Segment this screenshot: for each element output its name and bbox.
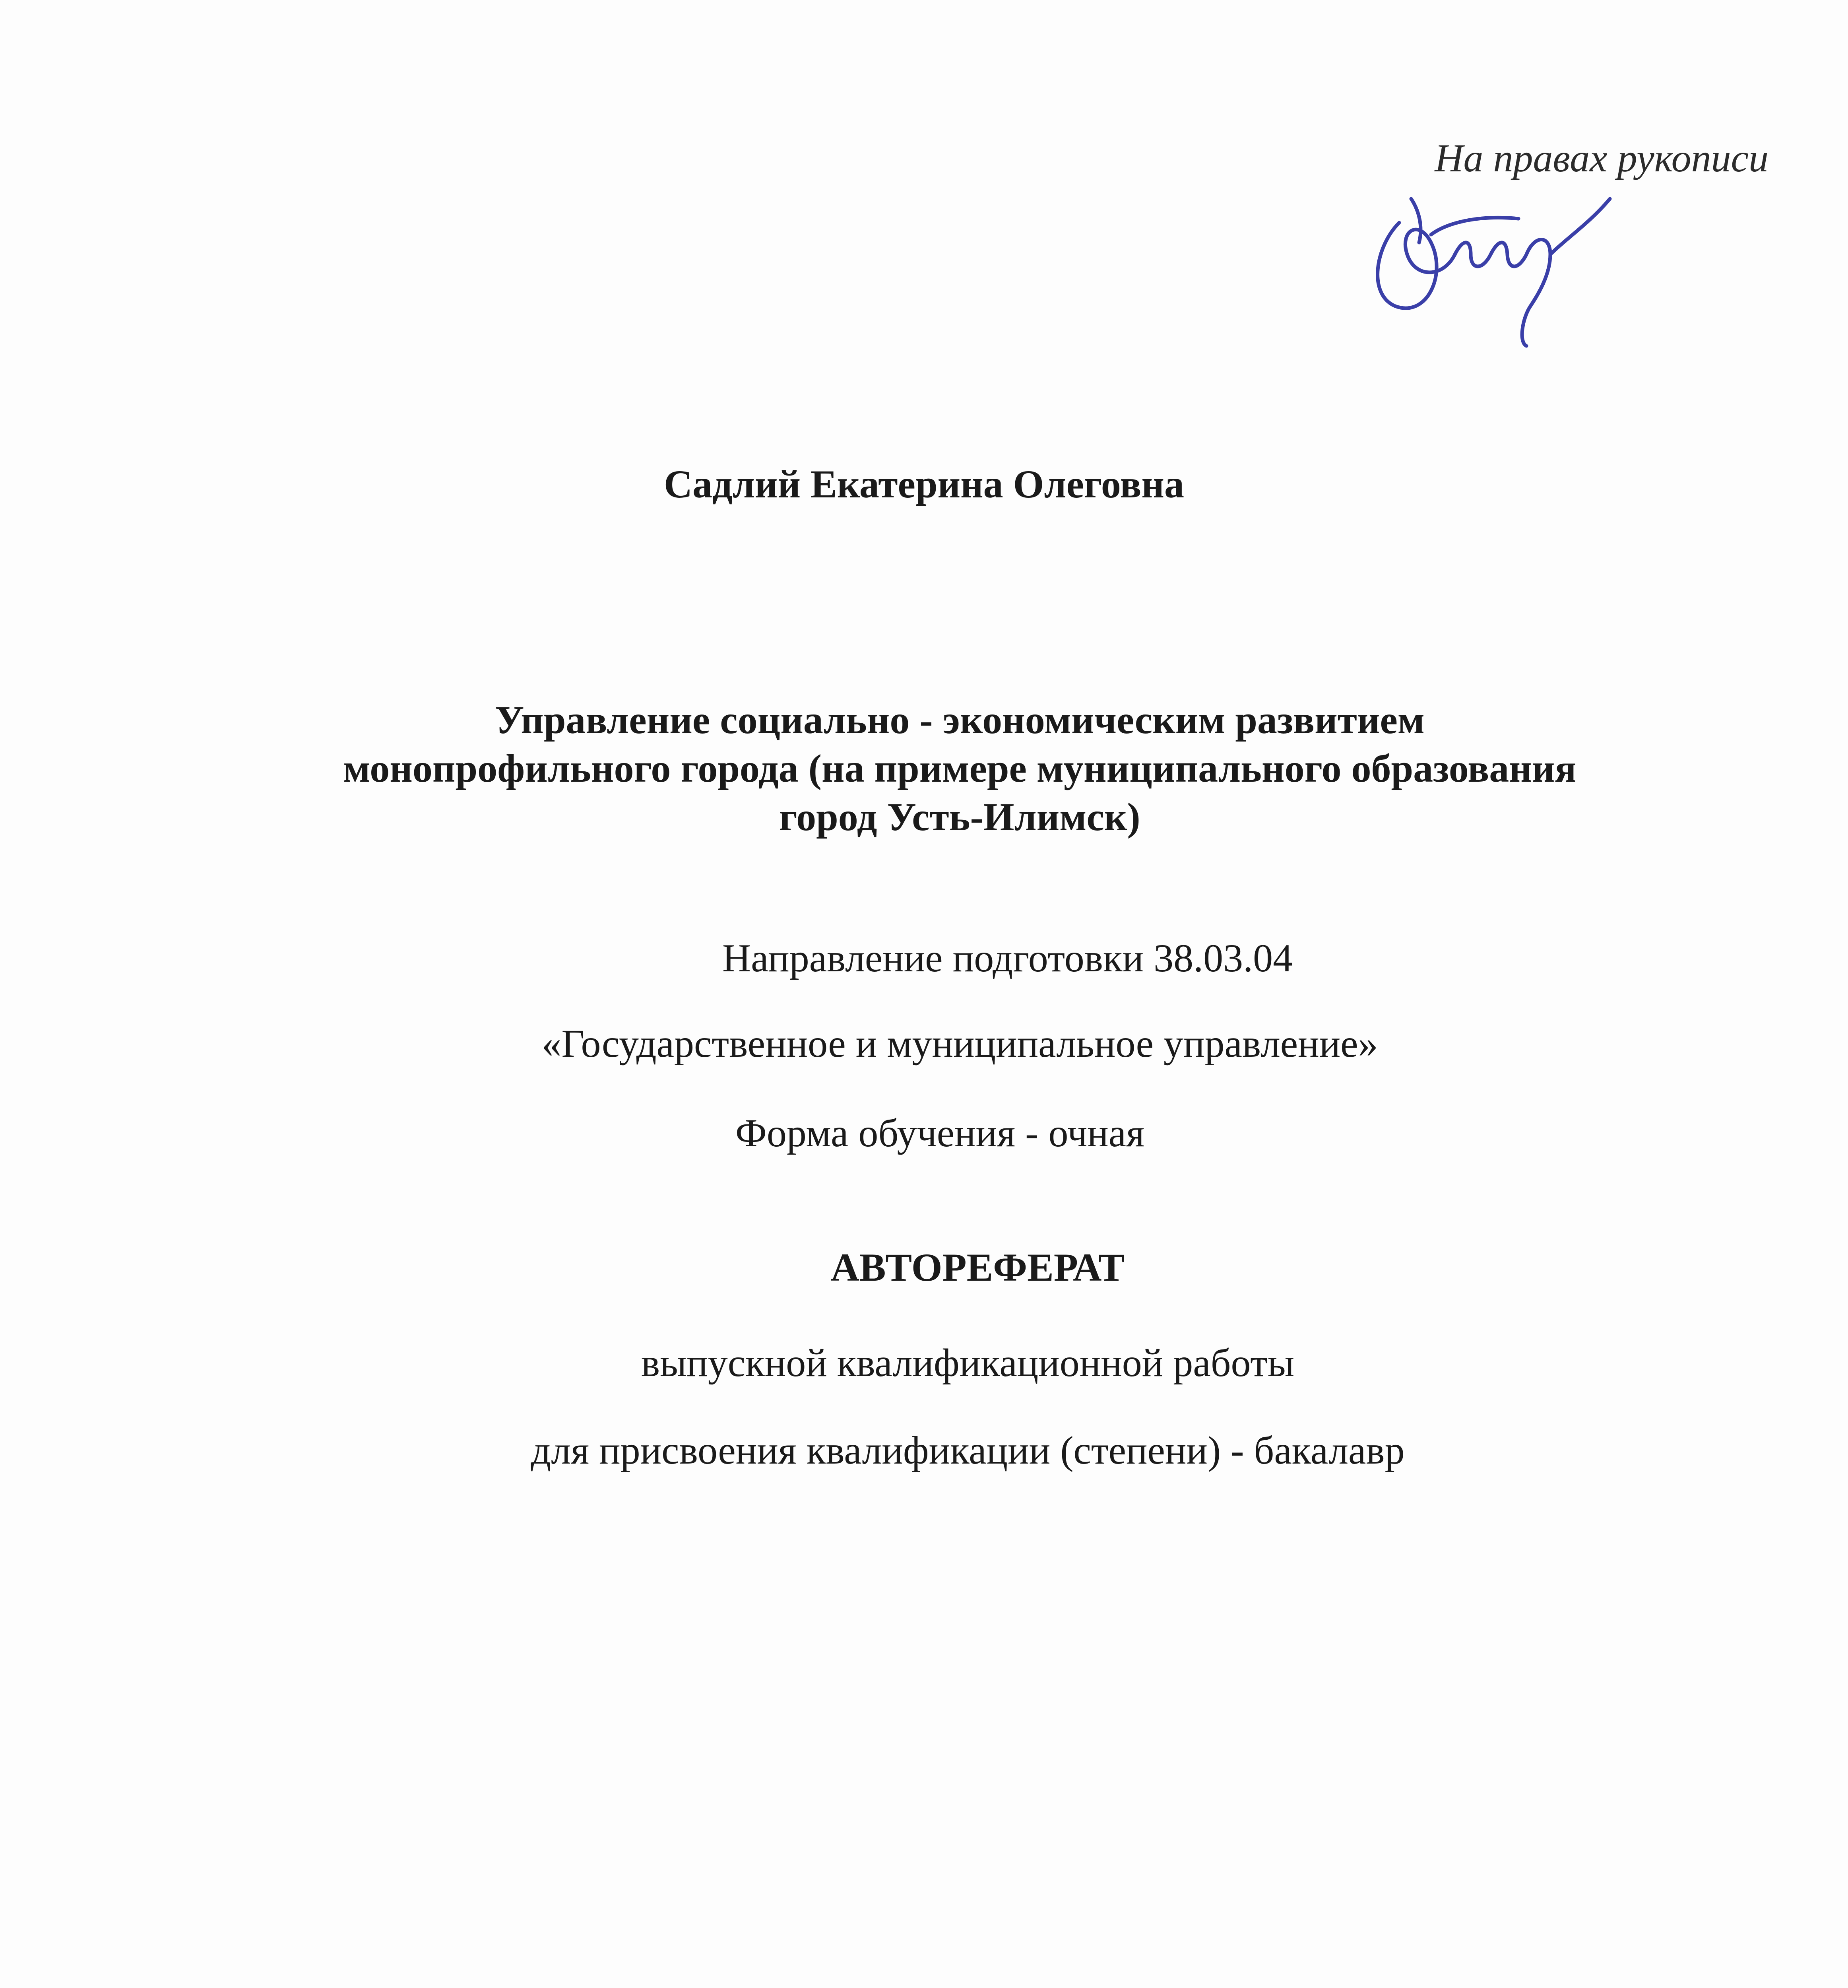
study-form: Форма обучения - очная	[735, 1111, 1145, 1155]
thesis-title-line: город Усть-Илимск)	[779, 795, 1140, 839]
manuscript-note: На правах рукописи	[1435, 136, 1768, 180]
program-name: «Государственное и муниципальное управление»	[541, 1021, 1378, 1066]
thesis-title	[199, 696, 1721, 841]
program-direction: Направление подготовки 38.03.04	[722, 936, 1293, 980]
abstract-subtitle: выпускной квалификационной работы	[641, 1341, 1295, 1385]
abstract-subtitle: для присвоения квалификации (степени) - бакалавр	[531, 1428, 1405, 1472]
author-name: Садлий Екатерина Олеговна	[663, 462, 1185, 506]
handwritten-signature-icon	[1352, 175, 1630, 350]
thesis-title-line: Управление социально - экономическим развитием	[495, 698, 1425, 742]
thesis-title-line: монопрофильного города (на примере муниципального образования	[343, 746, 1577, 790]
abstract-heading: АВТОРЕФЕРАТ	[830, 1245, 1125, 1289]
